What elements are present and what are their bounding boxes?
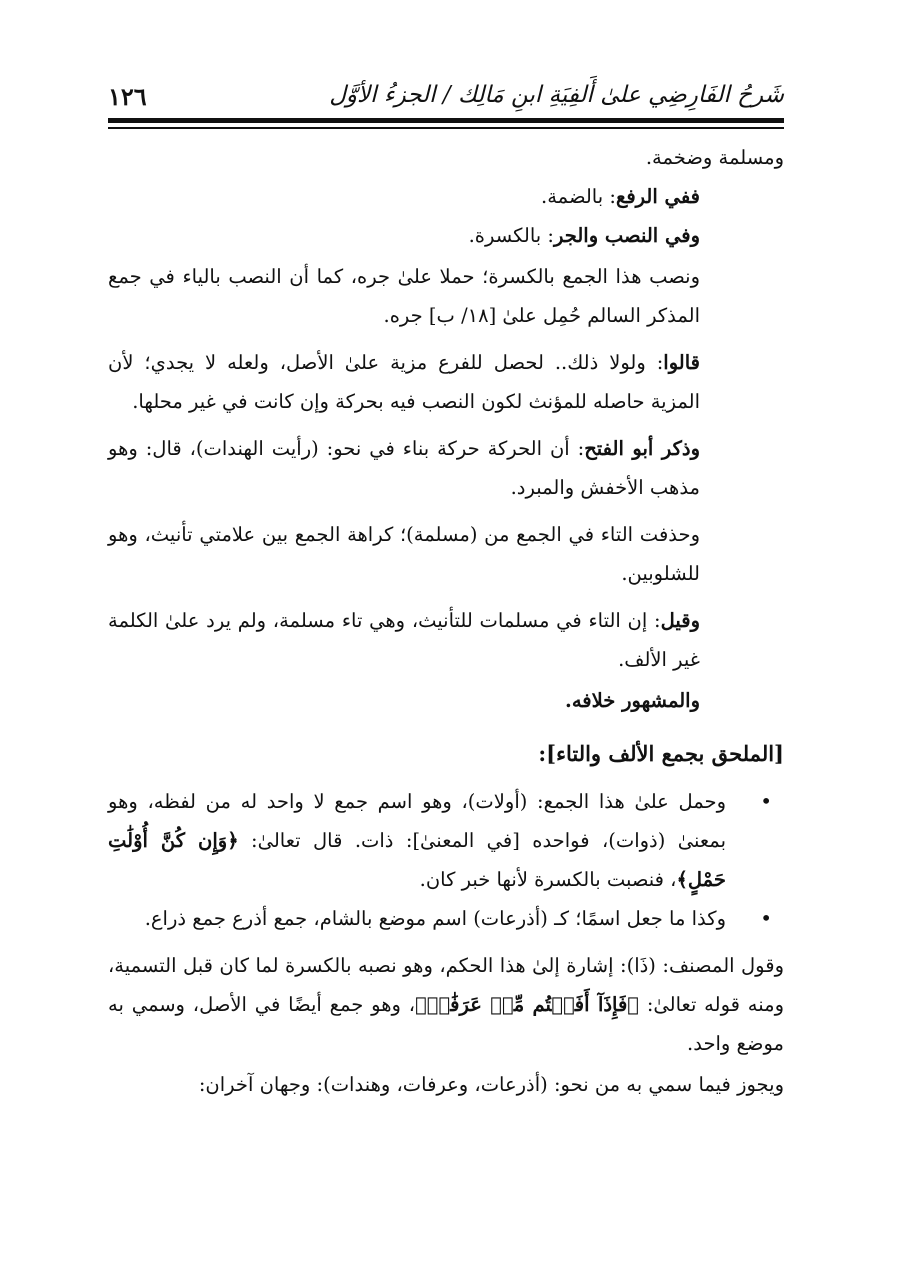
running-header [108,70,784,114]
paragraph: ويجوز فيما سمي به من نحو: (أذرعات، وعرفات، وهندات): وجهان آخران: [198,1073,784,1096]
paragraph: والمشهور خلافه. [565,689,700,712]
lead-label: وفي النصب والجر [554,224,700,247]
bullet-item: • وكذا ما جعل اسمًا؛ كـ (أذرعات) اسم موضع بالشام، جمع أذرع جمع ذراع. [108,899,784,938]
header-rule-thick [108,118,784,123]
paragraph: ونصب هذا الجمع بالكسرة؛ حملا علىٰ جره، كما أن النصب بالياء في جمع المذكر السالم حُمِل علىٰ [١٨/ ب] جره. [108,265,700,327]
bullet-item: • وحمل علىٰ هذا الجمع: (أولات)، وهو اسم جمع لا واحد له من لفظه، وهو بمعنىٰ (ذوات)، فواحده [في المعنىٰ]: ذات. قال تعالىٰ: ﴿وَإِن كُنَّ أُوْلَٰتِ حَمْلٍ﴾، فنصبت بالكسرة لأنها خبر كان. [108,782,784,899]
header-rule-thin [108,127,784,129]
paragraph: وحذفت التاء في الجمع من (مسلمة)؛ كراهة الجمع بين علامتي تأنيث، وهو للشلوبين. [108,523,700,585]
lead-label: وذكر أبو الفتح [584,437,700,460]
quran-verse: ﴿فَإِذَآ أَفَضۡتُم مِّنۡ عَرَفَٰتٖ﴾ [415,993,640,1016]
body-text [108,138,784,1104]
paragraph: وذكر أبو الفتح: أن الحركة حركة بناء في نحو: (رأيت الهندات)، قال: وهو مذهب الأخفش والمبرد. [108,437,700,499]
page-number: ١٢٦ [108,82,147,111]
paragraph: ففي الرفع: بالضمة. [541,185,700,208]
paragraph: وقول المصنف: (ذَا): إشارة إلىٰ هذا الحكم، وهو نصبه بالكسرة لما كان قبل التسمية، ومنه قوله تعالىٰ: ﴿فَإِذَآ أَفَضۡتُم مِّنۡ عَرَفَٰتٖ﴾، وهو جمع أيضًا في الأصل، وسمي به موضع واحد. [108,954,784,1055]
paragraph: ومسلمة وضخمة. [645,146,784,169]
section-heading: [الملحق بجمع الألف والتاء]: [538,741,784,766]
lead-label: ففي الرفع [615,185,700,208]
running-title: شَرحُ الفَارِضِي علىٰ أَلفِيَةِ ابنِ مَالِك / الجزءُ الأوَّل [329,82,784,108]
paragraph: قالوا: ولولا ذلك.. لحصل للفرع مزية علىٰ الأصل، ولعله لا يجدي؛ لأن المزية حاصله للمؤنث لكون النصب فيه بحركة وإن كانت في غير محلها. [108,351,700,413]
lead-label: وقيل [660,609,700,632]
lead-label: قالوا [663,351,700,374]
quran-verse: ﴿وَإِن كُنَّ أُوْلَٰتِ حَمْلٍ﴾ [108,829,726,891]
paragraph: وفي النصب والجر: بالكسرة. [468,224,700,247]
bullet-icon: • [760,906,772,930]
bullet-icon: • [760,789,772,813]
paragraph: وقيل: إن التاء في مسلمات للتأنيث، وهي تاء مسلمة، ولم يرد علىٰ الكلمة غير الألف. [108,609,700,671]
